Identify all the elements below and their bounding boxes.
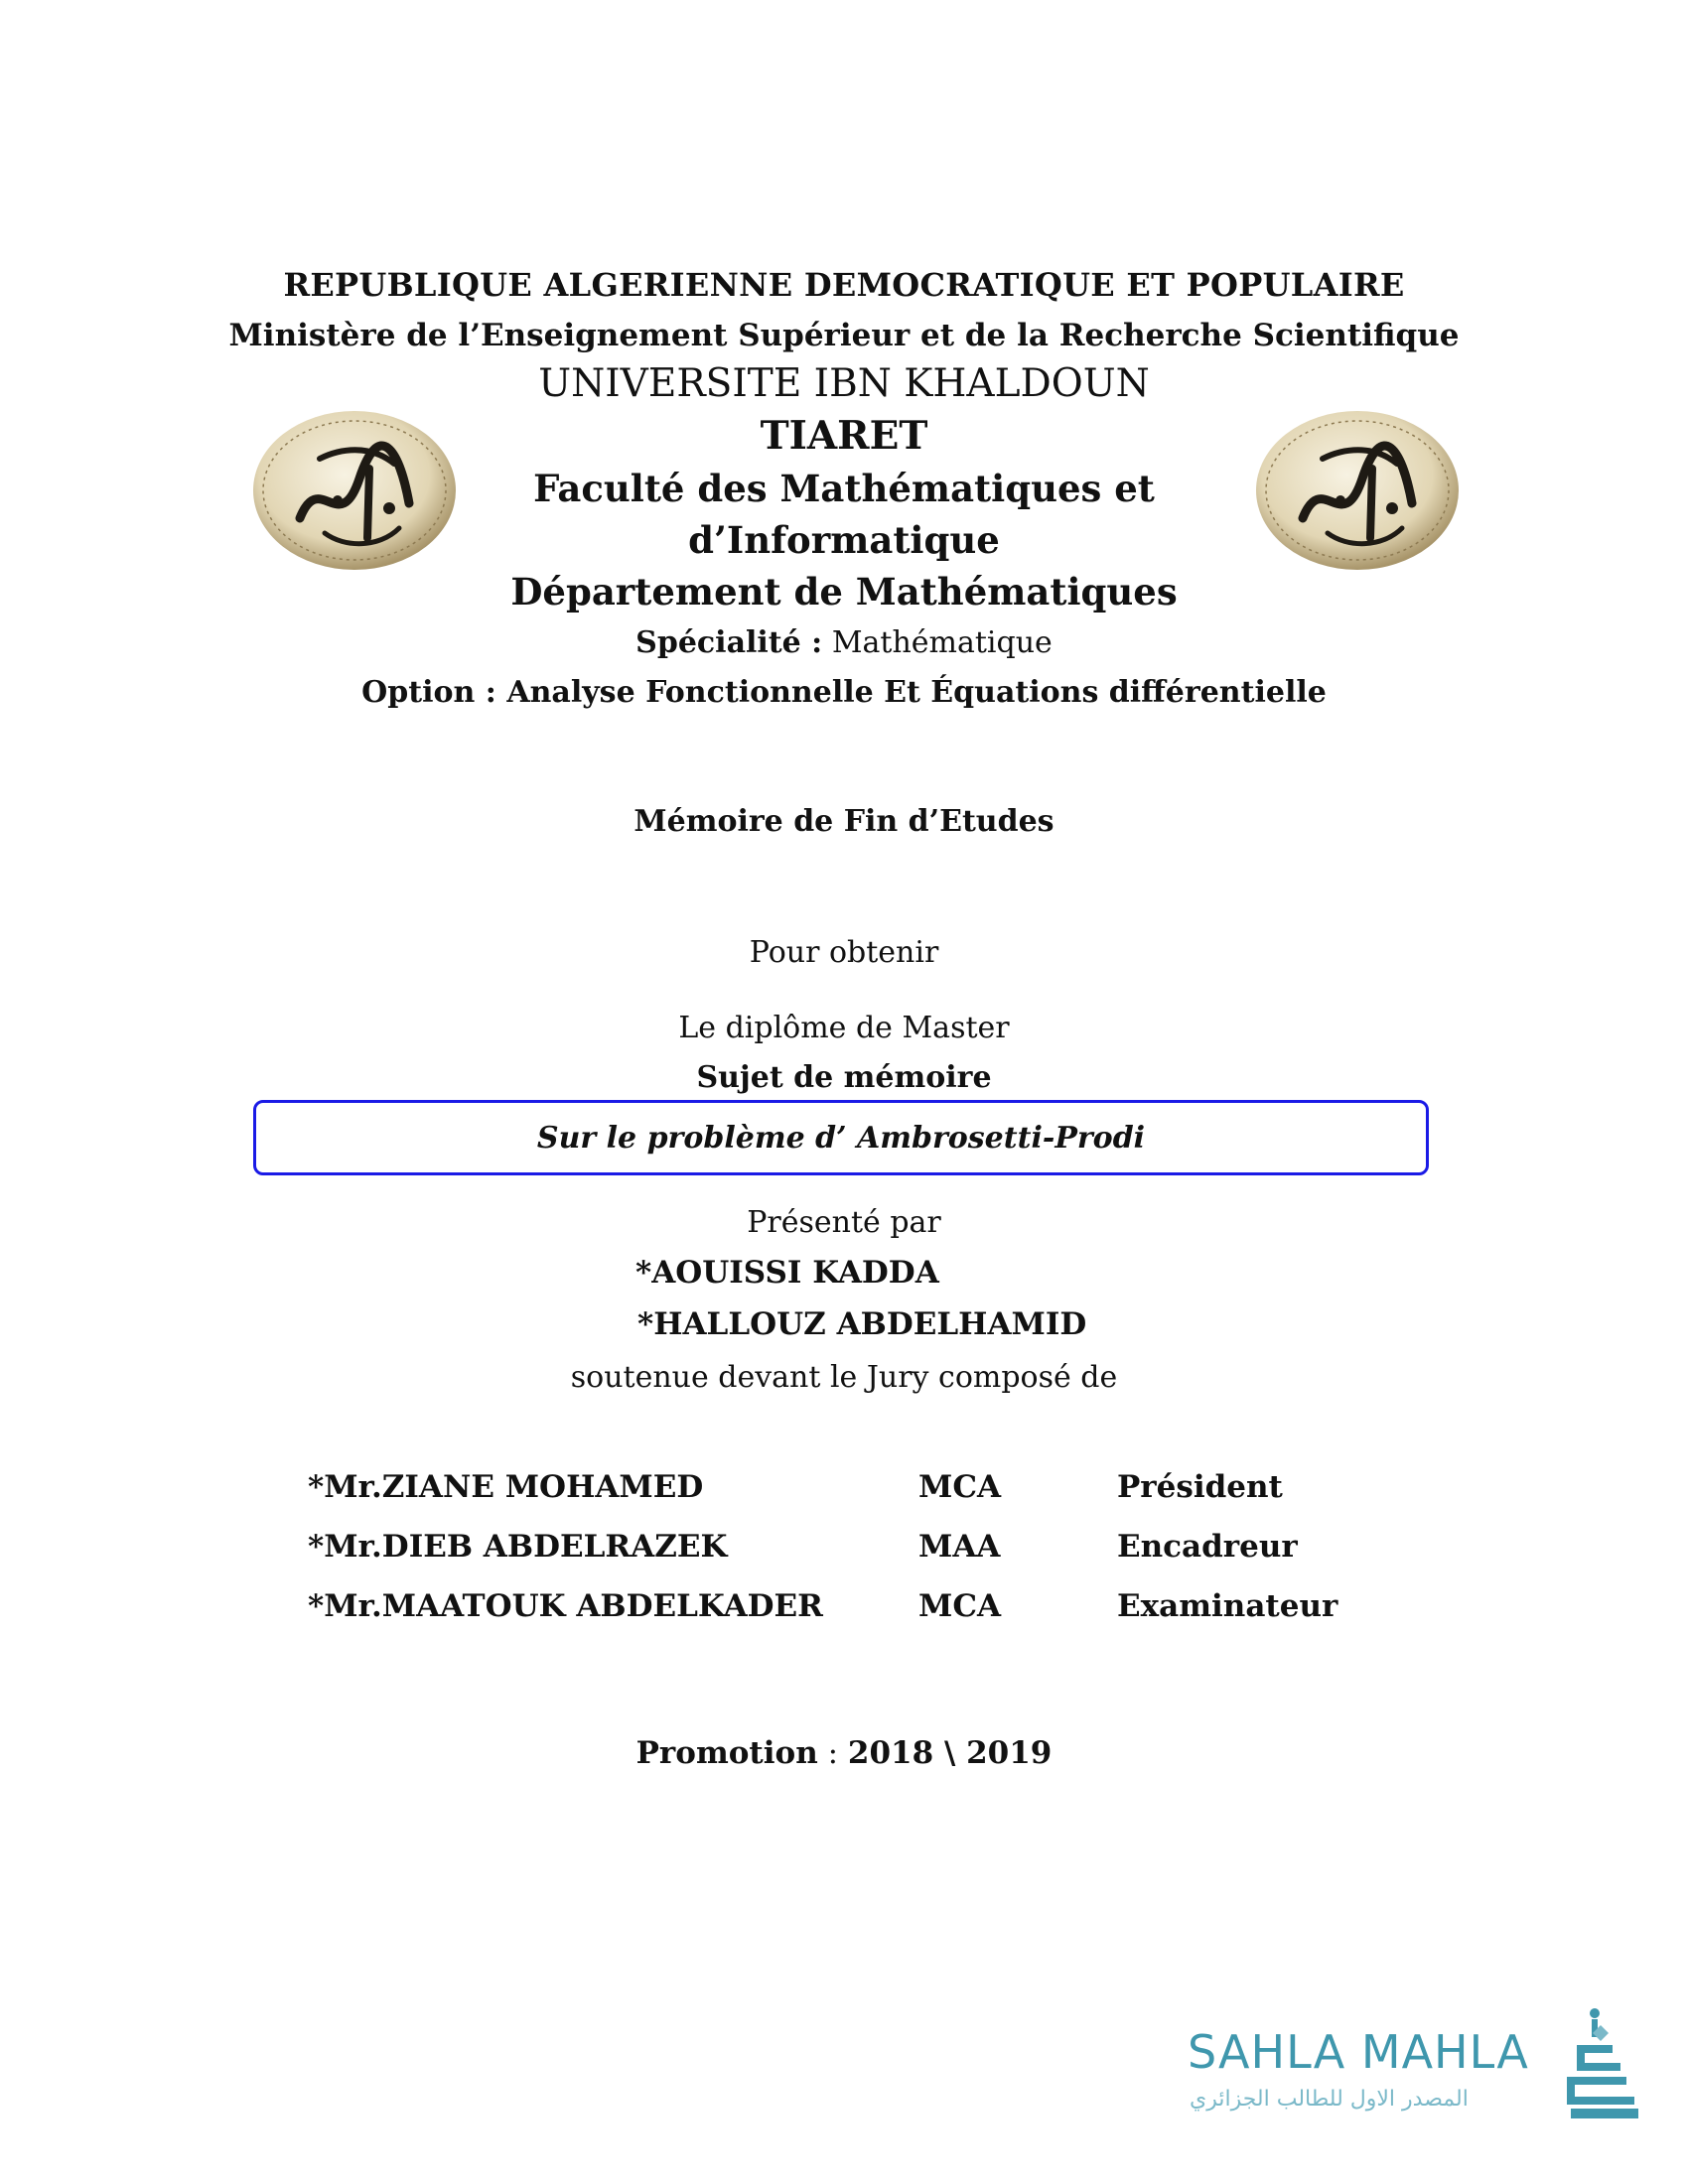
department-heading: Département de Mathématiques xyxy=(510,570,1178,614)
university-city: TIARET xyxy=(760,413,928,459)
promotion-line xyxy=(0,1735,1688,1771)
option-line: Option : Analyse Fonctionnelle Et Équations différentielle xyxy=(361,675,1327,710)
logo-tagline: المصدر الاول للطالب الجزائري xyxy=(1190,2087,1469,2112)
promotion-label: Promotion xyxy=(635,1735,818,1771)
jury-member-role: Encadreur xyxy=(1117,1529,1298,1565)
ministry-heading: Ministère de l’Enseignement Supérieur et de la Recherche Scientifique xyxy=(228,318,1460,353)
jury-member-role: Examinateur xyxy=(1117,1588,1338,1624)
sahla-mahla-logo xyxy=(1188,2005,1644,2124)
promotion-separator: : xyxy=(817,1735,848,1771)
student-name: *AOUISSI KADDA xyxy=(635,1255,939,1291)
jury-row xyxy=(0,1469,1688,1513)
speciality-line xyxy=(0,625,1688,660)
faculty-line-1: Faculté des Mathématiques et xyxy=(533,467,1155,510)
jury-member-grade: MAA xyxy=(918,1529,1001,1565)
jury-member-name: *Mr.MAATOUK ABDELKADER xyxy=(308,1588,823,1624)
subject-title: Sur le problème d’ Ambrosetti-Prodi xyxy=(536,1120,1146,1156)
faculty-line-2: d’Informatique xyxy=(688,518,1000,562)
student-name: *HALLOUZ ABDELHAMID xyxy=(637,1306,1087,1342)
jury-row xyxy=(0,1588,1688,1632)
subject-box xyxy=(253,1100,1429,1175)
presente-par: Présenté par xyxy=(747,1205,941,1240)
speciality-value: Mathématique xyxy=(831,625,1053,660)
pour-obtenir: Pour obtenir xyxy=(749,935,939,970)
soutenue-line: soutenue devant le Jury composé de xyxy=(570,1360,1118,1395)
promotion-years: 2018 \ 2019 xyxy=(847,1735,1053,1771)
jury-member-name: *Mr.DIEB ABDELRAZEK xyxy=(308,1529,728,1565)
mosque-calligraphy-icon xyxy=(1557,2005,1642,2124)
republic-heading: REPUBLIQUE ALGERIENNE DEMOCRATIQUE ET POPULAIRE xyxy=(283,266,1405,304)
subject-label: Sujet de mémoire xyxy=(696,1060,992,1095)
diplome-line: Le diplôme de Master xyxy=(678,1011,1010,1045)
university-name: UNIVERSITE IBN KHALDOUN xyxy=(538,361,1150,406)
jury-member-grade: MCA xyxy=(918,1469,1002,1505)
jury-member-name: *Mr.ZIANE MOHAMED xyxy=(308,1469,704,1505)
jury-member-grade: MCA xyxy=(918,1588,1002,1624)
jury-member-role: Président xyxy=(1117,1469,1283,1505)
logo-brand-text: SAHLA MAHLA xyxy=(1188,2025,1529,2079)
jury-row xyxy=(0,1529,1688,1572)
memoire-type: Mémoire de Fin d’Etudes xyxy=(633,804,1055,839)
speciality-label: Spécialité : xyxy=(635,625,823,660)
